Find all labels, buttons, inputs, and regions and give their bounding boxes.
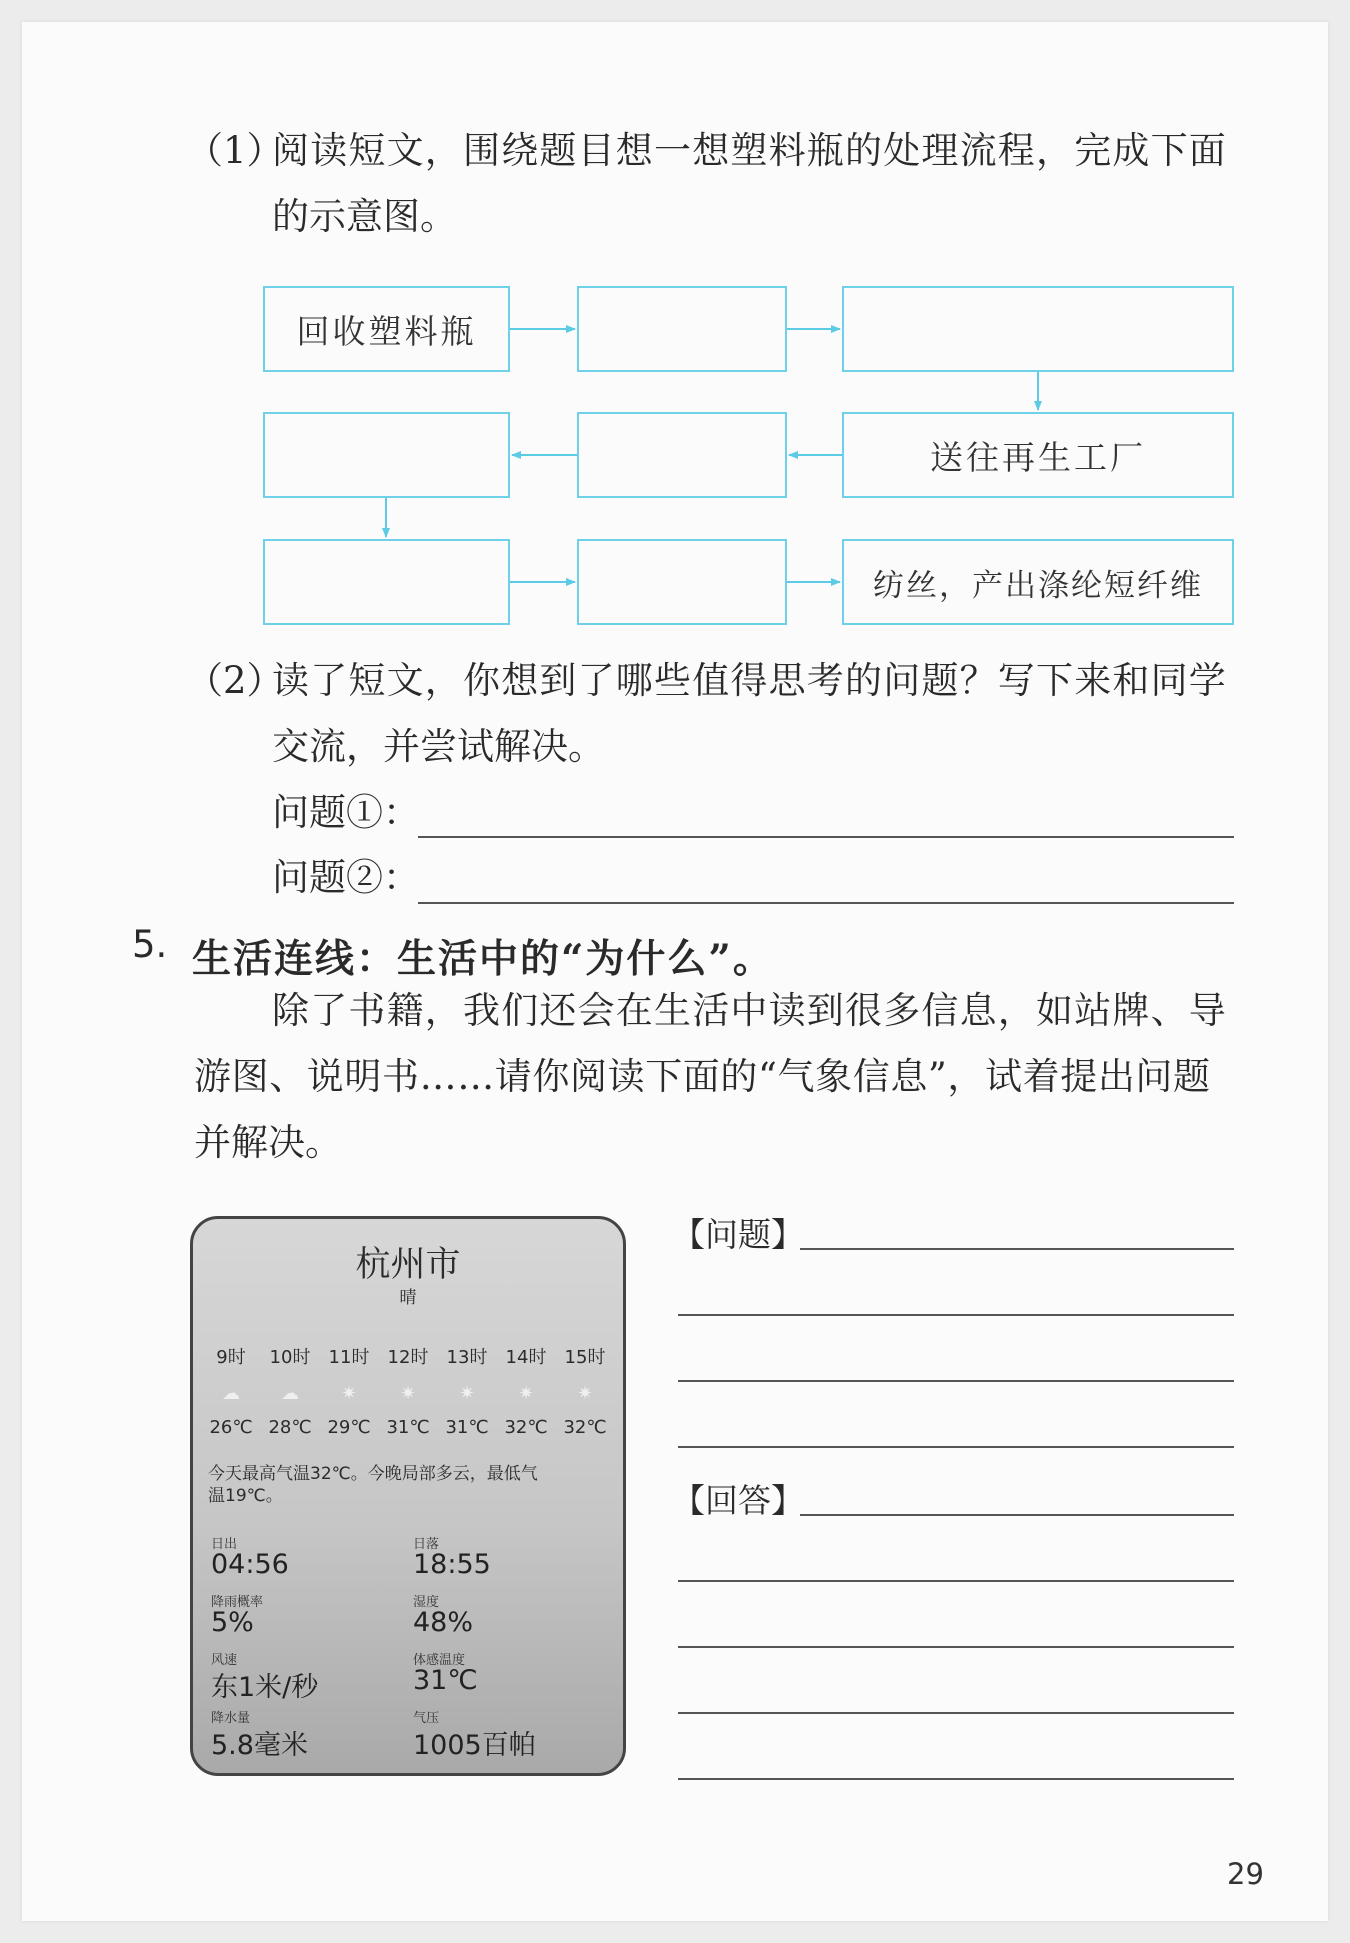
question1-label: 问题①： <box>272 791 420 834</box>
question1-answer-line[interactable] <box>418 836 1234 838</box>
sun-icon: ✷ <box>459 1383 475 1404</box>
cloud-icon: ☁ <box>281 1383 299 1404</box>
humidity-label: 湿度 <box>413 1595 440 1610</box>
hour-label: 13时 <box>446 1347 488 1368</box>
answer-line-1[interactable] <box>800 1514 1234 1516</box>
weather-summary-line1: 今天最高气温32℃。今晚局部多云，最低气 <box>208 1464 538 1484</box>
rain-prob-label: 降雨概率 <box>211 1595 264 1610</box>
weather-summary-line2: 温19℃。 <box>208 1486 283 1506</box>
weather-card <box>190 1216 626 1776</box>
answer-line-5[interactable] <box>678 1778 1234 1780</box>
feels-label: 体感温度 <box>413 1653 466 1668</box>
section5-title: 生活连线：生活中的“为什么”。 <box>192 936 774 982</box>
precip-label: 降水量 <box>211 1711 251 1726</box>
answer-line-2[interactable] <box>678 1580 1234 1582</box>
sunset-value: 18:55 <box>413 1549 491 1580</box>
question-line-2[interactable] <box>678 1314 1234 1316</box>
section5-para-line1: 除了书籍，我们还会在生活中读到很多信息，如站牌、导 <box>272 989 1227 1032</box>
hour-label: 9时 <box>216 1347 246 1368</box>
temp-value: 32℃ <box>504 1417 548 1438</box>
hour-label: 12时 <box>387 1347 429 1368</box>
flow-box-spin: 纺丝，产出涤纶短纤维 <box>842 539 1234 625</box>
q1-number: （1） <box>186 129 284 172</box>
answer-line-3[interactable] <box>678 1646 1234 1648</box>
humidity-value: 48% <box>413 1607 474 1638</box>
flow-box-recycle: 回收塑料瓶 <box>263 286 510 372</box>
sun-icon: ✷ <box>518 1383 534 1404</box>
temp-value: 32℃ <box>563 1417 607 1438</box>
weather-condition: 晴 <box>399 1288 417 1308</box>
wind-value: 东1米/秒 <box>211 1672 319 1703</box>
section5-number: 5. <box>132 923 168 966</box>
temp-value: 26℃ <box>209 1417 253 1438</box>
rain-prob-value: 5% <box>211 1607 254 1638</box>
q2-line2: 交流，并尝试解决。 <box>272 725 605 768</box>
question-label: 【问题】 <box>672 1215 804 1254</box>
flow-box-factory: 送往再生工厂 <box>842 412 1234 498</box>
q2-line1: 读了短文，你想到了哪些值得思考的问题？写下来和同学 <box>272 659 1227 702</box>
temp-value: 31℃ <box>445 1417 489 1438</box>
sun-icon: ✷ <box>341 1383 357 1404</box>
sunrise-label: 日出 <box>211 1537 238 1552</box>
section5-para-line2: 游图、说明书……请你阅读下面的“气象信息”，试着提出问题 <box>194 1055 1211 1098</box>
page-number: 29 <box>1227 1857 1264 1891</box>
weather-city: 杭州市 <box>355 1245 461 1285</box>
hour-label: 14时 <box>505 1347 547 1368</box>
pressure-value: 1005百帕 <box>413 1730 536 1761</box>
answer-label: 【回答】 <box>672 1481 804 1520</box>
workbook-page <box>22 22 1328 1921</box>
q1-line2: 的示意图。 <box>272 195 457 238</box>
section5-para-line3: 并解决。 <box>194 1121 342 1164</box>
q2-number: （2） <box>186 659 284 702</box>
sun-icon: ✷ <box>400 1383 416 1404</box>
flow-arrows <box>22 22 1328 722</box>
pressure-label: 气压 <box>413 1711 440 1726</box>
hour-label: 15时 <box>564 1347 606 1368</box>
hour-label: 11时 <box>328 1347 370 1368</box>
temp-value: 28℃ <box>268 1417 312 1438</box>
temp-value: 29℃ <box>327 1417 371 1438</box>
question-line-4[interactable] <box>678 1446 1234 1448</box>
question2-answer-line[interactable] <box>418 902 1234 904</box>
question2-label: 问题②： <box>272 856 420 899</box>
sun-icon: ✷ <box>577 1383 593 1404</box>
q1-line1: 阅读短文，围绕题目想一想塑料瓶的处理流程，完成下面 <box>272 129 1227 172</box>
hour-label: 10时 <box>269 1347 311 1368</box>
sunrise-value: 04:56 <box>211 1549 289 1580</box>
question-line-1[interactable] <box>800 1248 1234 1250</box>
sunset-label: 日落 <box>413 1537 440 1552</box>
question-line-3[interactable] <box>678 1380 1234 1382</box>
answer-line-4[interactable] <box>678 1712 1234 1714</box>
feels-value: 31℃ <box>413 1665 478 1696</box>
cloud-icon: ☁ <box>222 1383 240 1404</box>
precip-value: 5.8毫米 <box>211 1730 308 1761</box>
wind-label: 风速 <box>211 1653 238 1668</box>
temp-value: 31℃ <box>386 1417 430 1438</box>
